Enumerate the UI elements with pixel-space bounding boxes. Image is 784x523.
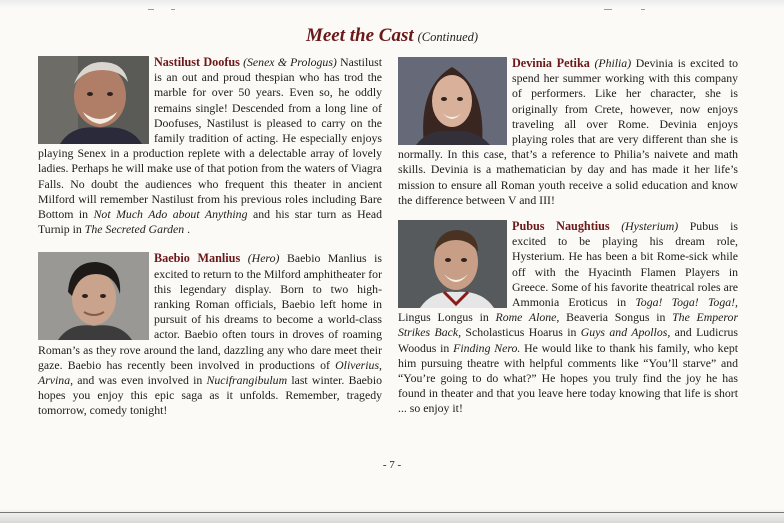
headshot-photo-baebio <box>38 252 149 340</box>
bio-text: Scholasticus Hoarus in <box>465 325 581 340</box>
show-title: Not Much Ado about Anything <box>93 207 248 222</box>
scan-speck <box>641 9 645 10</box>
bio-nastilust <box>38 55 382 237</box>
bio-text: and was even involved in <box>77 373 207 388</box>
show-title: The Secreted Garden <box>84 222 185 237</box>
bio-text: last winter. Baebio hopes you enjoy this epic saga as it unfolds. Remember, tragedy tomorrow, comedy tonight! <box>38 373 382 418</box>
bio-text: . <box>187 222 191 237</box>
bio-devinia <box>398 56 738 208</box>
headshot-photo-nastilust <box>38 56 149 144</box>
bio-text: and his star turn as Head Turnip in <box>38 207 382 237</box>
headshot-photo-devinia <box>398 57 507 145</box>
scan-bottom-shadow <box>0 508 784 523</box>
scan-speck <box>604 9 612 10</box>
bio-text: Lingus Longus in <box>398 310 496 325</box>
page-title: Meet the Cast <box>305 25 414 46</box>
page-edge-line <box>0 512 784 513</box>
cast-role-nastilust: (Senex & Prologus) <box>243 55 337 69</box>
cast-name-pubus: Pubus Naughtius <box>512 219 610 234</box>
cast-role-pubus: (Hysterium) <box>621 219 679 234</box>
show-title: Rome Alone, <box>495 310 560 325</box>
show-title: Guys and Apollos, <box>580 325 671 340</box>
bio-text: Nastilust is an out and proud thespian who has trod the marble for over 50 years. Even so, he oddly remains single! Descended from a long line of Doofuses, Nastilust is pleased to carry on the family tradition of acting. He especially enjoys playing Senex in a production replete with a delectable array of lovely ladies. Perhaps he will make use of that potion from the waters of Viagra Falls. No doubt the audiences who frequent this theater in ancient Milford will remember Nastilust from his previous roles including Bare Bottom in <box>38 55 383 222</box>
show-title: Nucifrangibulum <box>206 373 288 388</box>
left-column <box>38 55 382 419</box>
bio-text: Devinia is excited to spend her summer working with this company of performers. Like her character, she is originally from Crete, however, now enjoys traveling all over Rome. Devinia enjoys playing roles that are very different than she is normally. In this case, that’s a reference to Philia’s naivete and math skills. Devinia is a mathematician by day and has made it her life’s mission to ensure all Roman youth receive a solid education and know the difference between V and III! <box>398 56 739 207</box>
cast-role-baebio: (Hero) <box>247 251 280 266</box>
scan-top-shadow <box>0 0 784 8</box>
bio-text: Pubus is excited to be playing his dream role, Hysterium. He has been a bit Rome-sick while off with the Hyacinth Flamen Players in Greece. Some of his favorite theatrical roles are Ammonia Eroticus in <box>512 219 738 310</box>
bio-pubus <box>398 219 738 417</box>
scan-speck <box>148 9 154 10</box>
cast-name-nastilust: Nastilust Doofus <box>154 55 240 69</box>
cast-name-devinia: Devinia Petika <box>512 56 590 70</box>
show-title: Oliverius, Arvina, <box>38 357 382 388</box>
headshot-photo-pubus <box>398 220 507 308</box>
bio-baebio <box>38 251 382 418</box>
show-title: The Emperor Strikes Back, <box>398 310 739 340</box>
scan-speck <box>171 9 175 10</box>
bio-text: Beaveria Songus in <box>566 310 673 325</box>
right-column <box>398 56 738 417</box>
bio-text: and Ludicrus Woodus in <box>398 325 739 355</box>
bio-text: He would like to thank his family, who kept him pursuing theatre with helpful comments like “You’ll starve” and “You’re going to do what?” He hopes you truly find the joy he has found in theater and that you leave here today knowing that life is short ... so enjoy it! <box>398 340 738 416</box>
show-title: Finding Nero. <box>453 340 521 355</box>
bio-text: Baebio Manlius is excited to return to the Milford amphitheater for this legendary display. Born to two high-ranking Roman officials, Baebio left home in pursuit of his dreams to become a world-class actor. Baebio often tours in droves of roaming Roman’s as they rove around the land, dazzling any who dare meet their gaze. Baebio has recently been involved in productions of <box>38 251 382 372</box>
page-heading <box>0 25 784 47</box>
show-title: Toga! Toga! Toga!, <box>635 295 738 310</box>
page-subtitle: (Continued) <box>417 30 479 44</box>
cast-role-devinia: (Philia) <box>594 56 632 70</box>
cast-name-baebio: Baebio Manlius <box>154 251 241 266</box>
page-number: - 7 - <box>382 459 402 471</box>
